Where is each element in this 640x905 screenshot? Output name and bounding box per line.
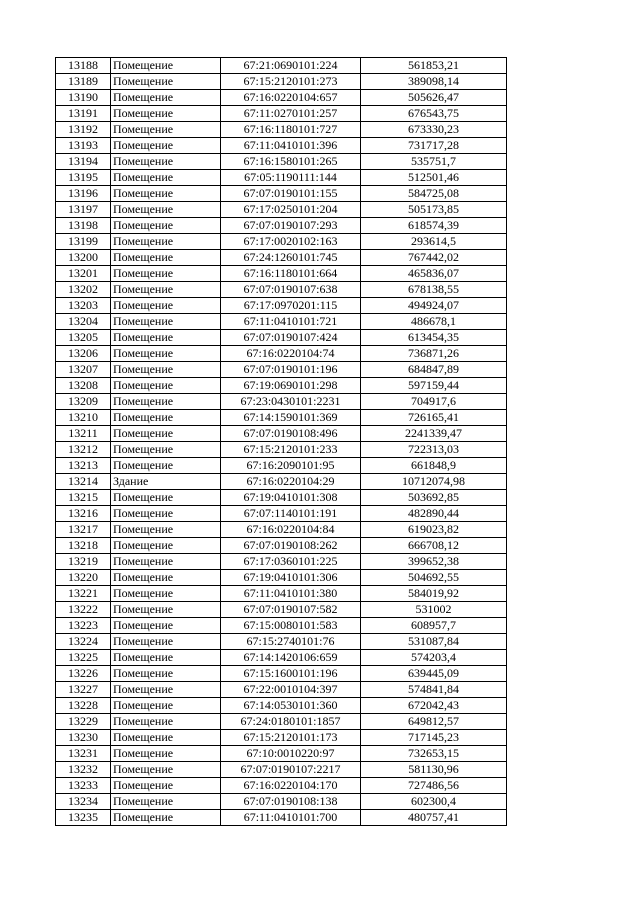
cadastral-number-cell: 67:15:2120101:233 <box>221 442 361 458</box>
object-type-cell: Помещение <box>111 522 221 538</box>
row-number-cell: 13221 <box>56 586 111 602</box>
object-type-cell: Помещение <box>111 602 221 618</box>
object-type-cell: Помещение <box>111 810 221 826</box>
object-type-cell: Здание <box>111 474 221 490</box>
table-row <box>56 346 507 362</box>
table-row <box>56 250 507 266</box>
cadastral-number-cell: 67:15:1600101:196 <box>221 666 361 682</box>
table-row <box>56 202 507 218</box>
cadastral-number-cell: 67:07:1140101:191 <box>221 506 361 522</box>
table-row <box>56 330 507 346</box>
table-row <box>56 682 507 698</box>
cadastral-number-cell: 67:11:0410101:721 <box>221 314 361 330</box>
table-row <box>56 442 507 458</box>
cadastral-number-cell: 67:15:2120101:273 <box>221 74 361 90</box>
cadastral-number-cell: 67:11:0410101:380 <box>221 586 361 602</box>
row-number-cell: 13196 <box>56 186 111 202</box>
value-cell: 503692,85 <box>361 490 507 506</box>
table-row <box>56 394 507 410</box>
table-row <box>56 362 507 378</box>
table-row <box>56 810 507 826</box>
table-row <box>56 426 507 442</box>
value-cell: 673330,23 <box>361 122 507 138</box>
row-number-cell: 13204 <box>56 314 111 330</box>
row-number-cell: 13193 <box>56 138 111 154</box>
value-cell: 512501,46 <box>361 170 507 186</box>
cadastral-number-cell: 67:10:0010220:97 <box>221 746 361 762</box>
object-type-cell: Помещение <box>111 346 221 362</box>
row-number-cell: 13198 <box>56 218 111 234</box>
row-number-cell: 13218 <box>56 538 111 554</box>
table-row <box>56 458 507 474</box>
value-cell: 480757,41 <box>361 810 507 826</box>
cadastral-number-cell: 67:07:0190108:496 <box>221 426 361 442</box>
object-type-cell: Помещение <box>111 202 221 218</box>
table-row <box>56 266 507 282</box>
row-number-cell: 13217 <box>56 522 111 538</box>
object-type-cell: Помещение <box>111 410 221 426</box>
value-cell: 531002 <box>361 602 507 618</box>
value-cell: 10712074,98 <box>361 474 507 490</box>
object-type-cell: Помещение <box>111 666 221 682</box>
row-number-cell: 13211 <box>56 426 111 442</box>
cadastral-number-cell: 67:07:0190101:196 <box>221 362 361 378</box>
table-row <box>56 666 507 682</box>
cadastral-number-cell: 67:17:0250101:204 <box>221 202 361 218</box>
row-number-cell: 13210 <box>56 410 111 426</box>
value-cell: 465836,07 <box>361 266 507 282</box>
cadastral-number-cell: 67:11:0410101:396 <box>221 138 361 154</box>
value-cell: 704917,6 <box>361 394 507 410</box>
value-cell: 486678,1 <box>361 314 507 330</box>
object-type-cell: Помещение <box>111 362 221 378</box>
cadastral-number-cell: 67:22:0010104:397 <box>221 682 361 698</box>
table-row <box>56 170 507 186</box>
row-number-cell: 13229 <box>56 714 111 730</box>
row-number-cell: 13194 <box>56 154 111 170</box>
object-type-cell: Помещение <box>111 74 221 90</box>
table-row <box>56 554 507 570</box>
cadastral-number-cell: 67:14:0530101:360 <box>221 698 361 714</box>
object-type-cell: Помещение <box>111 586 221 602</box>
value-cell: 767442,02 <box>361 250 507 266</box>
row-number-cell: 13231 <box>56 746 111 762</box>
row-number-cell: 13214 <box>56 474 111 490</box>
cadastral-number-cell: 67:21:0690101:224 <box>221 58 361 74</box>
object-type-cell: Помещение <box>111 730 221 746</box>
row-number-cell: 13203 <box>56 298 111 314</box>
cadastral-number-cell: 67:05:1190111:144 <box>221 170 361 186</box>
cadastral-number-cell: 67:07:0190107:2217 <box>221 762 361 778</box>
row-number-cell: 13224 <box>56 634 111 650</box>
cadastral-number-cell: 67:19:0410101:308 <box>221 490 361 506</box>
object-type-cell: Помещение <box>111 682 221 698</box>
value-cell: 399652,38 <box>361 554 507 570</box>
value-cell: 574203,4 <box>361 650 507 666</box>
value-cell: 574841,84 <box>361 682 507 698</box>
object-type-cell: Помещение <box>111 458 221 474</box>
table-row <box>56 602 507 618</box>
cadastral-number-cell: 67:07:0190108:262 <box>221 538 361 554</box>
object-type-cell: Помещение <box>111 778 221 794</box>
value-cell: 613454,35 <box>361 330 507 346</box>
row-number-cell: 13215 <box>56 490 111 506</box>
property-table <box>55 57 507 826</box>
object-type-cell: Помещение <box>111 762 221 778</box>
table-row <box>56 106 507 122</box>
value-cell: 504692,55 <box>361 570 507 586</box>
object-type-cell: Помещение <box>111 746 221 762</box>
object-type-cell: Помещение <box>111 330 221 346</box>
cadastral-number-cell: 67:16:0220104:29 <box>221 474 361 490</box>
object-type-cell: Помещение <box>111 298 221 314</box>
value-cell: 535751,7 <box>361 154 507 170</box>
object-type-cell: Помещение <box>111 170 221 186</box>
table-row <box>56 730 507 746</box>
table-row <box>56 650 507 666</box>
cadastral-number-cell: 67:07:0190101:155 <box>221 186 361 202</box>
value-cell: 2241339,47 <box>361 426 507 442</box>
row-number-cell: 13189 <box>56 74 111 90</box>
cadastral-number-cell: 67:15:0080101:583 <box>221 618 361 634</box>
cadastral-number-cell: 67:16:1180101:727 <box>221 122 361 138</box>
cadastral-number-cell: 67:24:1260101:745 <box>221 250 361 266</box>
value-cell: 666708,12 <box>361 538 507 554</box>
cadastral-number-cell: 67:07:0190107:582 <box>221 602 361 618</box>
cadastral-number-cell: 67:16:0220104:84 <box>221 522 361 538</box>
cadastral-number-cell: 67:07:0190107:293 <box>221 218 361 234</box>
cadastral-number-cell: 67:17:0970201:115 <box>221 298 361 314</box>
table-row <box>56 378 507 394</box>
table-row <box>56 410 507 426</box>
row-number-cell: 13228 <box>56 698 111 714</box>
table-row <box>56 714 507 730</box>
object-type-cell: Помещение <box>111 538 221 554</box>
table-row <box>56 586 507 602</box>
object-type-cell: Помещение <box>111 698 221 714</box>
object-type-cell: Помещение <box>111 490 221 506</box>
row-number-cell: 13197 <box>56 202 111 218</box>
row-number-cell: 13199 <box>56 234 111 250</box>
object-type-cell: Помещение <box>111 650 221 666</box>
value-cell: 602300,4 <box>361 794 507 810</box>
cadastral-number-cell: 67:24:0180101:1857 <box>221 714 361 730</box>
value-cell: 661848,9 <box>361 458 507 474</box>
row-number-cell: 13202 <box>56 282 111 298</box>
table-row <box>56 746 507 762</box>
cadastral-number-cell: 67:17:0020102:163 <box>221 234 361 250</box>
table-row <box>56 538 507 554</box>
value-cell: 726165,41 <box>361 410 507 426</box>
cadastral-number-cell: 67:16:0220104:657 <box>221 90 361 106</box>
row-number-cell: 13222 <box>56 602 111 618</box>
row-number-cell: 13201 <box>56 266 111 282</box>
object-type-cell: Помещение <box>111 154 221 170</box>
value-cell: 727486,56 <box>361 778 507 794</box>
value-cell: 293614,5 <box>361 234 507 250</box>
row-number-cell: 13208 <box>56 378 111 394</box>
value-cell: 505173,85 <box>361 202 507 218</box>
cadastral-number-cell: 67:19:0690101:298 <box>221 378 361 394</box>
value-cell: 684847,89 <box>361 362 507 378</box>
row-number-cell: 13220 <box>56 570 111 586</box>
row-number-cell: 13190 <box>56 90 111 106</box>
object-type-cell: Помещение <box>111 714 221 730</box>
table-row <box>56 218 507 234</box>
cadastral-number-cell: 67:07:0190107:638 <box>221 282 361 298</box>
value-cell: 732653,15 <box>361 746 507 762</box>
row-number-cell: 13191 <box>56 106 111 122</box>
table-row <box>56 570 507 586</box>
object-type-cell: Помещение <box>111 506 221 522</box>
cadastral-number-cell: 67:07:0190108:138 <box>221 794 361 810</box>
table-row <box>56 490 507 506</box>
row-number-cell: 13213 <box>56 458 111 474</box>
row-number-cell: 13192 <box>56 122 111 138</box>
table-row <box>56 74 507 90</box>
cadastral-number-cell: 67:11:0270101:257 <box>221 106 361 122</box>
object-type-cell: Помещение <box>111 794 221 810</box>
value-cell: 731717,28 <box>361 138 507 154</box>
value-cell: 482890,44 <box>361 506 507 522</box>
object-type-cell: Помещение <box>111 186 221 202</box>
row-number-cell: 13233 <box>56 778 111 794</box>
value-cell: 389098,14 <box>361 74 507 90</box>
cadastral-number-cell: 67:15:2740101:76 <box>221 634 361 650</box>
row-number-cell: 13226 <box>56 666 111 682</box>
table-row <box>56 506 507 522</box>
object-type-cell: Помещение <box>111 618 221 634</box>
value-cell: 584725,08 <box>361 186 507 202</box>
cadastral-number-cell: 67:16:1580101:265 <box>221 154 361 170</box>
cadastral-number-cell: 67:19:0410101:306 <box>221 570 361 586</box>
table-row <box>56 298 507 314</box>
row-number-cell: 13206 <box>56 346 111 362</box>
table-row <box>56 154 507 170</box>
value-cell: 717145,23 <box>361 730 507 746</box>
row-number-cell: 13205 <box>56 330 111 346</box>
value-cell: 597159,44 <box>361 378 507 394</box>
value-cell: 672042,43 <box>361 698 507 714</box>
object-type-cell: Помещение <box>111 442 221 458</box>
cadastral-number-cell: 67:15:2120101:173 <box>221 730 361 746</box>
value-cell: 736871,26 <box>361 346 507 362</box>
value-cell: 584019,92 <box>361 586 507 602</box>
object-type-cell: Помещение <box>111 394 221 410</box>
value-cell: 649812,57 <box>361 714 507 730</box>
cadastral-number-cell: 67:16:2090101:95 <box>221 458 361 474</box>
table-row <box>56 522 507 538</box>
row-number-cell: 13225 <box>56 650 111 666</box>
row-number-cell: 13212 <box>56 442 111 458</box>
object-type-cell: Помещение <box>111 90 221 106</box>
value-cell: 639445,09 <box>361 666 507 682</box>
cadastral-number-cell: 67:14:1590101:369 <box>221 410 361 426</box>
object-type-cell: Помещение <box>111 634 221 650</box>
object-type-cell: Помещение <box>111 122 221 138</box>
object-type-cell: Помещение <box>111 282 221 298</box>
value-cell: 676543,75 <box>361 106 507 122</box>
table-row <box>56 698 507 714</box>
row-number-cell: 13234 <box>56 794 111 810</box>
cadastral-number-cell: 67:07:0190107:424 <box>221 330 361 346</box>
cadastral-number-cell: 67:16:0220104:74 <box>221 346 361 362</box>
value-cell: 494924,07 <box>361 298 507 314</box>
cadastral-number-cell: 67:16:0220104:170 <box>221 778 361 794</box>
object-type-cell: Помещение <box>111 234 221 250</box>
row-number-cell: 13230 <box>56 730 111 746</box>
object-type-cell: Помещение <box>111 266 221 282</box>
object-type-cell: Помещение <box>111 314 221 330</box>
row-number-cell: 13200 <box>56 250 111 266</box>
object-type-cell: Помещение <box>111 570 221 586</box>
table-row <box>56 474 507 490</box>
value-cell: 678138,55 <box>361 282 507 298</box>
table-row <box>56 762 507 778</box>
table-row <box>56 794 507 810</box>
table-row <box>56 138 507 154</box>
table-body <box>56 58 507 826</box>
cadastral-number-cell: 67:16:1180101:664 <box>221 266 361 282</box>
row-number-cell: 13209 <box>56 394 111 410</box>
row-number-cell: 13219 <box>56 554 111 570</box>
table-row <box>56 634 507 650</box>
value-cell: 619023,82 <box>361 522 507 538</box>
row-number-cell: 13216 <box>56 506 111 522</box>
object-type-cell: Помещение <box>111 250 221 266</box>
value-cell: 581130,96 <box>361 762 507 778</box>
object-type-cell: Помещение <box>111 378 221 394</box>
value-cell: 618574,39 <box>361 218 507 234</box>
object-type-cell: Помещение <box>111 426 221 442</box>
row-number-cell: 13188 <box>56 58 111 74</box>
table-row <box>56 58 507 74</box>
table-row <box>56 314 507 330</box>
row-number-cell: 13232 <box>56 762 111 778</box>
cadastral-number-cell: 67:14:1420106:659 <box>221 650 361 666</box>
object-type-cell: Помещение <box>111 218 221 234</box>
row-number-cell: 13223 <box>56 618 111 634</box>
table-row <box>56 186 507 202</box>
value-cell: 722313,03 <box>361 442 507 458</box>
value-cell: 561853,21 <box>361 58 507 74</box>
table-row <box>56 234 507 250</box>
row-number-cell: 13235 <box>56 810 111 826</box>
value-cell: 531087,84 <box>361 634 507 650</box>
row-number-cell: 13195 <box>56 170 111 186</box>
table-row <box>56 778 507 794</box>
table-row <box>56 282 507 298</box>
object-type-cell: Помещение <box>111 554 221 570</box>
cadastral-number-cell: 67:11:0410101:700 <box>221 810 361 826</box>
row-number-cell: 13227 <box>56 682 111 698</box>
table-row <box>56 122 507 138</box>
row-number-cell: 13207 <box>56 362 111 378</box>
object-type-cell: Помещение <box>111 138 221 154</box>
object-type-cell: Помещение <box>111 106 221 122</box>
cadastral-number-cell: 67:23:0430101:2231 <box>221 394 361 410</box>
table-row <box>56 90 507 106</box>
table-row <box>56 618 507 634</box>
value-cell: 608957,7 <box>361 618 507 634</box>
value-cell: 505626,47 <box>361 90 507 106</box>
cadastral-number-cell: 67:17:0360101:225 <box>221 554 361 570</box>
object-type-cell: Помещение <box>111 58 221 74</box>
